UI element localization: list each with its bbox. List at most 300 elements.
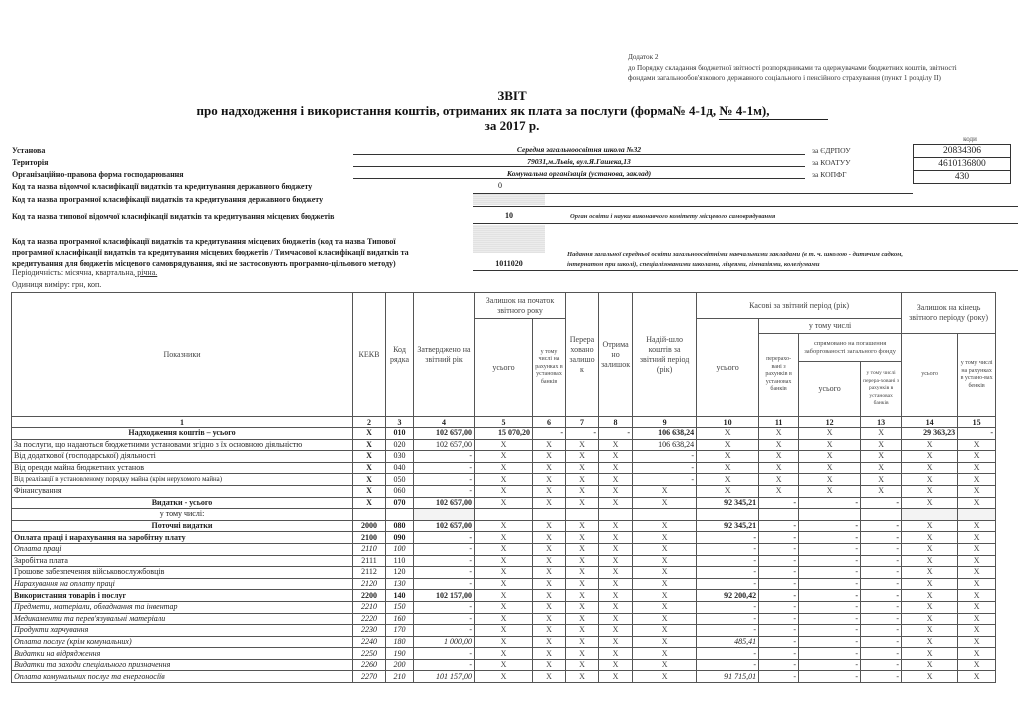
cell-col-6: X <box>533 578 566 590</box>
cell-col-4: - <box>414 462 475 474</box>
edrpou-code: 20834306 <box>913 144 1011 158</box>
cell-col-14: X <box>902 451 958 463</box>
col-num: 2 <box>353 417 386 428</box>
table-row <box>12 555 996 567</box>
cell-col-13: X <box>861 485 902 497</box>
cell-col-6: X <box>533 543 566 555</box>
cell-col-12: - <box>799 520 861 532</box>
cell-col-6: X <box>533 648 566 660</box>
table-row <box>12 590 996 602</box>
cell-col-14: X <box>902 462 958 474</box>
row-kekv: 2230 <box>353 625 386 637</box>
col-num: 13 <box>861 417 902 428</box>
cell-col-12 <box>799 509 861 521</box>
col-num: 12 <box>799 417 861 428</box>
cell-col-10: 92 345,21 <box>697 497 759 509</box>
cell-col-10: - <box>697 648 759 660</box>
subtitle-form-number: № 4-1м), <box>719 103 827 120</box>
cell-col-8: X <box>599 659 633 671</box>
cell-col-12: - <box>799 543 861 555</box>
row-code: 190 <box>386 648 414 660</box>
cell-col-5: X <box>475 613 533 625</box>
row-indicator: Використання товарів і послуг <box>12 590 353 602</box>
cell-col-14: X <box>902 625 958 637</box>
cell-col-10: X <box>697 428 759 440</box>
row-indicator: Надходження коштів – усього <box>12 428 353 440</box>
row-code: 120 <box>386 567 414 579</box>
row-indicator: Видатки на відрядження <box>12 648 353 660</box>
cell-col-14: X <box>902 578 958 590</box>
cell-col-4 <box>414 509 475 521</box>
cell-col-5: X <box>475 659 533 671</box>
dept-state-code: 0 <box>498 181 502 190</box>
cell-col-12: - <box>799 625 861 637</box>
col-num: 15 <box>958 417 996 428</box>
cell-col-15: X <box>958 671 996 683</box>
cell-col-4: - <box>414 578 475 590</box>
cell-col-7: X <box>566 625 599 637</box>
appendix-note <box>628 52 1024 84</box>
row-code: 210 <box>386 671 414 683</box>
cell-col-15: X <box>958 601 996 613</box>
cell-col-13: - <box>861 613 902 625</box>
territory-label: Територія <box>12 158 49 167</box>
table-row <box>12 613 996 625</box>
cell-col-5: X <box>475 671 533 683</box>
cell-col-4: - <box>414 555 475 567</box>
cell-col-10: - <box>697 532 759 544</box>
cell-col-7: X <box>566 520 599 532</box>
table-row <box>12 648 996 660</box>
typical-local-name: Орган освіти і науки виконавчого комітету місцевого самоврядування <box>570 213 776 220</box>
cell-col-15: X <box>958 532 996 544</box>
cell-col-12: - <box>799 613 861 625</box>
table-row <box>12 520 996 532</box>
cell-col-11: - <box>759 659 799 671</box>
cell-col-6: X <box>533 636 566 648</box>
cell-col-6: X <box>533 520 566 532</box>
cell-col-13: - <box>861 555 902 567</box>
cell-col-5: X <box>475 648 533 660</box>
cell-col-7: X <box>566 567 599 579</box>
table-row <box>12 601 996 613</box>
cell-col-13: X <box>861 474 902 486</box>
row-code: 040 <box>386 462 414 474</box>
cell-col-5: X <box>475 485 533 497</box>
cell-col-8: X <box>599 636 633 648</box>
cell-col-11: - <box>759 578 799 590</box>
cell-col-15: - <box>958 428 996 440</box>
cell-col-7: X <box>566 462 599 474</box>
cell-col-11: X <box>759 451 799 463</box>
cell-col-15: X <box>958 543 996 555</box>
cell-col-10: - <box>697 578 759 590</box>
prog-state-label: Код та назва програмної класифікації видатків та кредитування державного бюджету <box>12 195 324 204</box>
cell-col-14 <box>902 509 958 521</box>
row-indicator: Від додаткової (господарської) діяльності <box>12 451 353 463</box>
cell-col-14: X <box>902 555 958 567</box>
cell-col-13: X <box>861 462 902 474</box>
header-received: Отрима но залишок <box>599 293 633 417</box>
cell-col-10: - <box>697 567 759 579</box>
cell-col-14: X <box>902 567 958 579</box>
cell-col-7: X <box>566 601 599 613</box>
table-row <box>12 578 996 590</box>
cell-col-8: X <box>599 578 633 590</box>
cell-col-4: - <box>414 532 475 544</box>
cell-col-12: X <box>799 428 861 440</box>
cell-col-12: - <box>799 671 861 683</box>
institution-value <box>353 145 805 155</box>
row-indicator: Заробітна плата <box>12 555 353 567</box>
row-indicator: Оплата комунальних послуг та енергоносіїв <box>12 671 353 683</box>
cell-col-8: X <box>599 601 633 613</box>
appendix-line-2: до Порядку складання бюджетної звітності розпорядниками та одержувачами бюджетних коштів, звітності <box>628 63 957 72</box>
cell-col-8: X <box>599 485 633 497</box>
cell-col-11: - <box>759 671 799 683</box>
cell-col-13: X <box>861 451 902 463</box>
cell-col-12: - <box>799 648 861 660</box>
cell-col-6: X <box>533 532 566 544</box>
report-table <box>11 292 996 683</box>
table-row <box>12 636 996 648</box>
cell-col-8: X <box>599 462 633 474</box>
cell-col-9: - <box>633 462 697 474</box>
prog-local-name <box>567 250 903 270</box>
col-num: 3 <box>386 417 414 428</box>
cell-col-7: X <box>566 555 599 567</box>
cell-col-13: - <box>861 671 902 683</box>
row-code: 090 <box>386 532 414 544</box>
header-cash-incl: у тому числі <box>759 319 902 334</box>
table-row <box>12 567 996 579</box>
cell-col-6: X <box>533 659 566 671</box>
cell-col-10: 92 345,21 <box>697 520 759 532</box>
cell-col-7: X <box>566 613 599 625</box>
row-indicator: Медикаменти та перев'язувальні матеріали <box>12 613 353 625</box>
cell-col-7: X <box>566 659 599 671</box>
prog-local-code: 1011020 <box>495 259 523 268</box>
cell-col-10: - <box>697 601 759 613</box>
table-row <box>12 543 996 555</box>
cell-col-11: - <box>759 532 799 544</box>
cell-col-4: - <box>414 601 475 613</box>
cell-col-13: X <box>861 439 902 451</box>
col-num: 14 <box>902 417 958 428</box>
cell-col-4: 102 657,00 <box>414 428 475 440</box>
cell-col-13: X <box>861 428 902 440</box>
cell-col-4: - <box>414 543 475 555</box>
cell-col-4: 102 657,00 <box>414 520 475 532</box>
cell-col-15: X <box>958 625 996 637</box>
cell-col-11: X <box>759 474 799 486</box>
cell-col-10: 485,41 <box>697 636 759 648</box>
row-kekv: 2220 <box>353 613 386 625</box>
cell-col-9: X <box>633 648 697 660</box>
table-row <box>12 462 996 474</box>
appendix-line-3: фондами загальнообов'язкового державного соціального і пенсійного страхування (пункт 1 розділу II) <box>628 74 941 82</box>
header-end-total: усього <box>902 334 958 417</box>
koatuu-label: за КОАТУУ <box>812 158 851 167</box>
row-kekv: 2100 <box>353 532 386 544</box>
cell-col-11: - <box>759 520 799 532</box>
cell-col-6: X <box>533 474 566 486</box>
cell-col-13: - <box>861 543 902 555</box>
cell-col-5: X <box>475 543 533 555</box>
header-end-incl-bank: у тому числі на рахунках в устано-вах бенків <box>958 334 996 417</box>
cell-col-5: 15 070,20 <box>475 428 533 440</box>
cell-col-4: 102 657,00 <box>414 497 475 509</box>
row-indicator: Оплата праці і нарахування на заробітну плату <box>12 532 353 544</box>
cell-col-11: - <box>759 590 799 602</box>
cell-col-6: X <box>533 671 566 683</box>
row-code: 150 <box>386 601 414 613</box>
kopfg-code: 430 <box>913 170 1011 184</box>
edrpou-label: за ЄДРПОУ <box>812 146 851 155</box>
cell-col-11: X <box>759 462 799 474</box>
dept-state-label: Код та назва відомчої класифікації видатків та кредитування державного бюджету <box>12 182 313 191</box>
row-indicator: Предмети, матеріали, обладнання та інвентар <box>12 601 353 613</box>
cell-col-5: X <box>475 567 533 579</box>
cell-col-10: X <box>697 462 759 474</box>
cell-col-8: X <box>599 671 633 683</box>
prog-local-label-3: кредитування для бюджетів місцевого самоврядування, які не застосовують програмно-цільового методу) <box>12 259 396 268</box>
cell-col-12: - <box>799 578 861 590</box>
row-code: 140 <box>386 590 414 602</box>
row-indicator: Поточні видатки <box>12 520 353 532</box>
cell-col-15: X <box>958 451 996 463</box>
cell-col-13: - <box>861 590 902 602</box>
cell-col-10: X <box>697 439 759 451</box>
cell-col-7: X <box>566 439 599 451</box>
cell-col-11 <box>759 509 799 521</box>
row-code: 200 <box>386 659 414 671</box>
cell-col-15: X <box>958 578 996 590</box>
cell-col-11: - <box>759 601 799 613</box>
col-num: 7 <box>566 417 599 428</box>
table-row <box>12 451 996 463</box>
cell-col-13: - <box>861 648 902 660</box>
cell-col-9: X <box>633 601 697 613</box>
row-indicator: Грошове забезпечення військовослужбовців <box>12 567 353 579</box>
header-approved: Затверджено на звітний рік <box>414 293 475 417</box>
table-row <box>12 428 996 440</box>
cell-col-12: - <box>799 659 861 671</box>
cell-col-12: X <box>799 474 861 486</box>
cell-col-7: - <box>566 428 599 440</box>
cell-col-10: - <box>697 543 759 555</box>
cell-col-9: 106 638,24 <box>633 428 697 440</box>
cell-col-5: X <box>475 625 533 637</box>
cell-col-8: X <box>599 497 633 509</box>
cell-col-10: X <box>697 451 759 463</box>
appendix-line-1: Додаток 2 <box>628 53 659 61</box>
prog-local-label <box>12 236 409 269</box>
cell-col-7: X <box>566 578 599 590</box>
cell-col-6: X <box>533 590 566 602</box>
cell-col-14: X <box>902 601 958 613</box>
cell-col-5: X <box>475 578 533 590</box>
col-num: 6 <box>533 417 566 428</box>
cell-col-12: X <box>799 485 861 497</box>
cell-col-13: - <box>861 601 902 613</box>
cell-col-12: - <box>799 497 861 509</box>
cell-col-8: X <box>599 543 633 555</box>
cell-col-9: X <box>633 520 697 532</box>
cell-col-8: X <box>599 532 633 544</box>
table-header <box>12 293 996 428</box>
row-indicator: Від реалізації в установленому порядку майна (крім нерухомого майна) <box>12 474 353 486</box>
header-transferred-bank: перерахо-вані з рахунків в установах банків <box>759 334 799 417</box>
row-code <box>386 509 414 521</box>
cell-col-11: X <box>759 439 799 451</box>
row-code: 030 <box>386 451 414 463</box>
cell-col-9: X <box>633 532 697 544</box>
row-indicator: Фінансування <box>12 485 353 497</box>
cell-col-15: X <box>958 613 996 625</box>
header-start-incl-bank: у тому числі на рахунках в установах банків <box>533 319 566 417</box>
row-indicator: За послуги, що надаються бюджетними установами згідно з їх основною діяльністю <box>12 439 353 451</box>
periodicity-options: Періодичність: місячна, квартальна, <box>12 268 136 277</box>
cell-col-4: - <box>414 613 475 625</box>
cell-col-7: X <box>566 648 599 660</box>
cell-col-5: X <box>475 439 533 451</box>
cell-col-14: X <box>902 659 958 671</box>
cell-col-5: X <box>475 636 533 648</box>
typical-local-code: 10 <box>505 211 513 220</box>
header-debt-total: усього <box>799 362 861 417</box>
col-num: 9 <box>633 417 697 428</box>
legal-form-name: Комунальна організація (установа, заклад) <box>506 169 652 178</box>
col-num: 5 <box>475 417 533 428</box>
prog-local-code-box <box>473 225 545 253</box>
cell-col-4: 101 157,00 <box>414 671 475 683</box>
row-code: 050 <box>386 474 414 486</box>
row-kekv: 2120 <box>353 578 386 590</box>
col-num: 4 <box>414 417 475 428</box>
cell-col-9: - <box>633 474 697 486</box>
row-kekv: 2250 <box>353 648 386 660</box>
cell-col-8: X <box>599 613 633 625</box>
cell-col-11: - <box>759 648 799 660</box>
cell-col-5: X <box>475 520 533 532</box>
cell-col-13: - <box>861 578 902 590</box>
cell-col-4: - <box>414 451 475 463</box>
cell-col-8: - <box>599 428 633 440</box>
row-code: 160 <box>386 613 414 625</box>
cell-col-14: X <box>902 497 958 509</box>
row-kekv: 2000 <box>353 520 386 532</box>
cell-col-10: 92 200,42 <box>697 590 759 602</box>
row-kekv: 2110 <box>353 543 386 555</box>
header-balance-end: Залишок на кінець звітного періоду (року) <box>902 293 996 334</box>
cell-col-5: X <box>475 532 533 544</box>
cell-col-4: - <box>414 567 475 579</box>
row-kekv: X <box>353 497 386 509</box>
cell-col-14: X <box>902 671 958 683</box>
header-start-total: усього <box>475 319 533 417</box>
cell-col-10: - <box>697 659 759 671</box>
cell-col-8: X <box>599 590 633 602</box>
header-kekv: КЕКВ <box>353 293 386 417</box>
row-code: 020 <box>386 439 414 451</box>
cell-col-15: X <box>958 590 996 602</box>
prog-local-name-1: Надання загальної середньої освіти загальноосвітніми навчальними закладами (в т. ч. школою - дитячим садком, <box>567 251 904 258</box>
cell-col-7: X <box>566 590 599 602</box>
row-indicator: Видатки - усього <box>12 497 353 509</box>
cell-col-9: X <box>633 659 697 671</box>
cell-col-15: X <box>958 567 996 579</box>
cell-col-4: - <box>414 659 475 671</box>
koatuu-code: 4610136800 <box>913 157 1011 171</box>
cell-col-9: X <box>633 613 697 625</box>
cell-col-8: X <box>599 648 633 660</box>
territory-value <box>353 157 805 167</box>
cell-col-15 <box>958 509 996 521</box>
cell-col-14: X <box>902 532 958 544</box>
cell-col-13: - <box>861 625 902 637</box>
cell-col-14: X <box>902 613 958 625</box>
col-num: 10 <box>697 417 759 428</box>
row-kekv: 2240 <box>353 636 386 648</box>
table-row <box>12 625 996 637</box>
table-row <box>12 659 996 671</box>
header-cash: Касові за звітний період (рік) <box>697 293 902 319</box>
legal-form-value <box>353 169 805 179</box>
row-kekv: 2200 <box>353 590 386 602</box>
header-debt: спрямовано на погашення заборгованості загального фонду <box>799 334 902 362</box>
cell-col-11: - <box>759 625 799 637</box>
col-num: 11 <box>759 417 799 428</box>
cell-col-15: X <box>958 659 996 671</box>
cell-col-15: X <box>958 439 996 451</box>
cell-col-14: X <box>902 648 958 660</box>
row-kekv: X <box>353 485 386 497</box>
divider <box>473 223 1018 224</box>
cell-col-13: - <box>861 520 902 532</box>
cell-col-4: - <box>414 625 475 637</box>
cell-col-9: X <box>633 636 697 648</box>
cell-col-15: X <box>958 474 996 486</box>
header-indicators: Показники <box>12 293 353 417</box>
cell-col-13: - <box>861 497 902 509</box>
cell-col-7: X <box>566 485 599 497</box>
institution-label: Установа <box>12 146 46 155</box>
cell-col-12: - <box>799 590 861 602</box>
cell-col-5: X <box>475 451 533 463</box>
table-row <box>12 485 996 497</box>
cell-col-7 <box>566 509 599 521</box>
cell-col-14: X <box>902 520 958 532</box>
cell-col-14: X <box>902 590 958 602</box>
cell-col-9: X <box>633 543 697 555</box>
row-code: 130 <box>386 578 414 590</box>
row-kekv <box>353 509 386 521</box>
cell-col-10: X <box>697 485 759 497</box>
cell-col-12: - <box>799 555 861 567</box>
territory-address: 79031,м.Львів, вул.Я.Гашека,13 <box>527 157 631 166</box>
report-period: за 2017 р. <box>484 118 540 133</box>
codes-header: коди <box>963 135 977 143</box>
cell-col-7: X <box>566 671 599 683</box>
cell-col-12: - <box>799 567 861 579</box>
cell-col-5: X <box>475 462 533 474</box>
cell-col-10 <box>697 509 759 521</box>
cell-col-12: X <box>799 439 861 451</box>
row-indicator: Від оренди майна бюджетних установ <box>12 462 353 474</box>
header-row-code: Код рядка <box>386 293 414 417</box>
row-kekv: X <box>353 462 386 474</box>
